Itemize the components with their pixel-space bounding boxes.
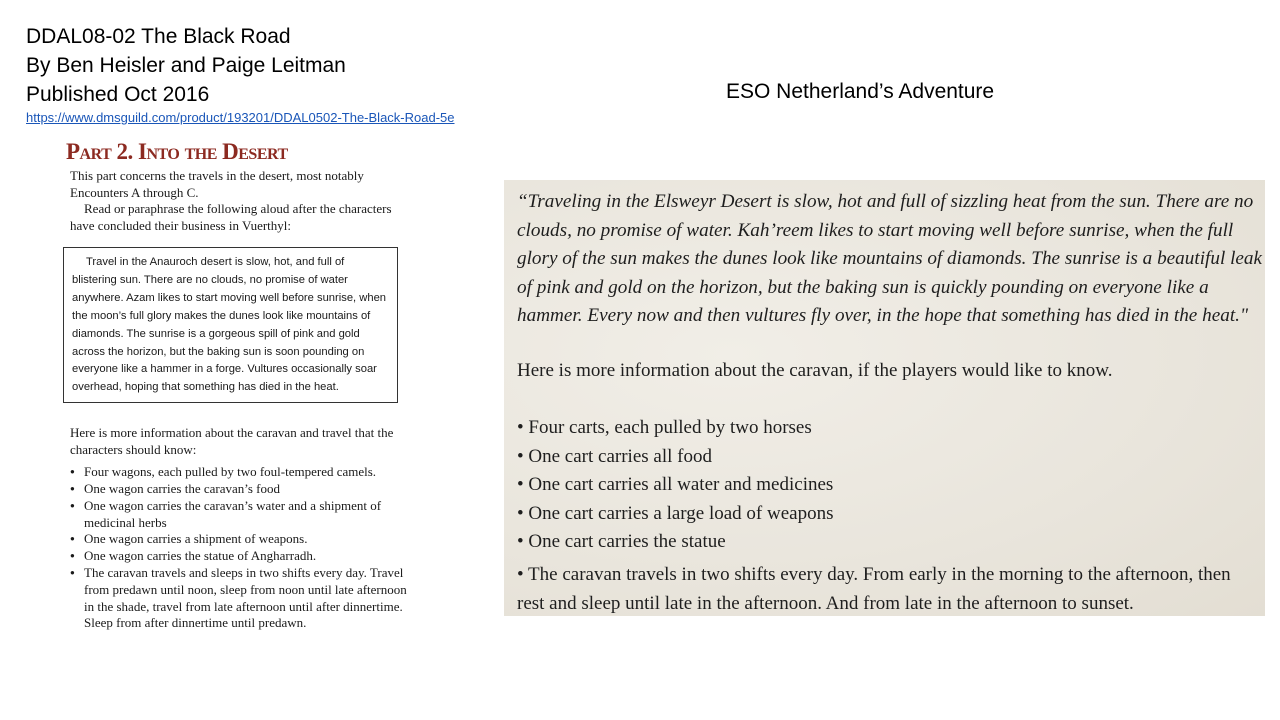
list-item: ● One wagon carries a shipment of weapons. — [70, 531, 407, 548]
caravan-list — [70, 464, 407, 632]
eso-adventure-title: ESO Netherland’s Adventure — [726, 80, 995, 103]
caravan-info-text: Here is more information about the caravan, if the players would like to know. — [517, 360, 1113, 381]
published-line: Published Oct 2016 — [26, 83, 210, 106]
read-aloud-box — [63, 247, 398, 403]
intro-paragraph-1: This part concerns the travels in the desert, most notably Encounters A through C. — [70, 168, 364, 200]
source-header — [26, 22, 455, 126]
list-item: ● Four wagons, each pulled by two foul-tempered camels. — [70, 464, 407, 481]
quote-line: hammer. Every now and then vultures fly over, in the hope that something has died in the heat." — [517, 305, 1249, 327]
read-aloud-quote — [517, 188, 1263, 331]
list-item: • One cart carries all food — [517, 446, 712, 467]
list-item: • Four carts, each pulled by two horses — [517, 417, 812, 438]
quote-line: clouds, no promise of water. Kah’reem likes to start moving well before sunrise, when the full — [517, 219, 1234, 241]
list-item: ● One wagon carries the caravan’s food — [70, 481, 407, 498]
caravan-info — [70, 425, 407, 458]
part-heading: Part 2. Into the Desert — [66, 139, 288, 164]
quote-line: glory of the sun makes the dunes look like mountains of diamonds. The sunrise is a beautiful leak — [517, 248, 1263, 270]
intro-text — [70, 168, 407, 234]
list-item: ● The caravan travels and sleeps in two shifts every day. Travel from predawn until noon, sleep from noon until late afternoon in the shade, travel from late afternoon until after dinnertime. Sleep from after dinnertime until predawn. — [70, 565, 407, 632]
quote-line: of pink and gold on the horizon, but the baking sun is quickly pounding on everyone like a — [517, 276, 1209, 298]
list-item: • The caravan travels in two shifts every day. From early in the morning to the afternoon, then rest and sleep until late in the afternoon. And from late in the afternoon to sunset. — [517, 564, 1231, 614]
caravan-info-text: Here is more information about the caravan and travel that the characters should know: — [70, 425, 394, 457]
original-module-excerpt — [62, 138, 407, 632]
intro-paragraph-2: Read or paraphrase the following aloud after the characters have concluded their business in Vuerthyl: — [70, 201, 392, 233]
read-aloud-text: Travel in the Anauroch desert is slow, hot, and full of blistering sun. There are no clouds, no promise of water anywhere. Azam likes to start moving well before sunrise, when the moon’s full glory makes the dunes look like mountains of diamonds. The sunrise is a gorgeous spill of pink and gold across the horizon, but the baking sun is soon pounding on everyone like a hammer in a forge. Vultures occasionally soar overhead, hoping that something has died in the heat. — [72, 256, 387, 394]
list-item: • One cart carries all water and medicines — [517, 474, 834, 495]
quote-line: “Traveling in the Elsweyr Desert is slow, hot and full of sizzling heat from the sun. There are no — [517, 191, 1254, 212]
eso-parchment-excerpt — [504, 180, 1265, 616]
list-item: • One cart carries a large load of weapons — [517, 503, 834, 524]
module-title: DDAL08-02 The Black Road — [26, 25, 291, 48]
list-item: • One cart carries the statue — [517, 531, 726, 552]
dmsguild-link[interactable]: https://www.dmsguild.com/product/193201/DDAL0502-The-Black-Road-5e — [26, 110, 455, 125]
list-item: ● One wagon carries the caravan’s water and a shipment of medicinal herbs — [70, 498, 407, 532]
authors-line: By Ben Heisler and Paige Leitman — [26, 54, 346, 77]
list-item: ● One wagon carries the statue of Angharradh. — [70, 548, 407, 565]
